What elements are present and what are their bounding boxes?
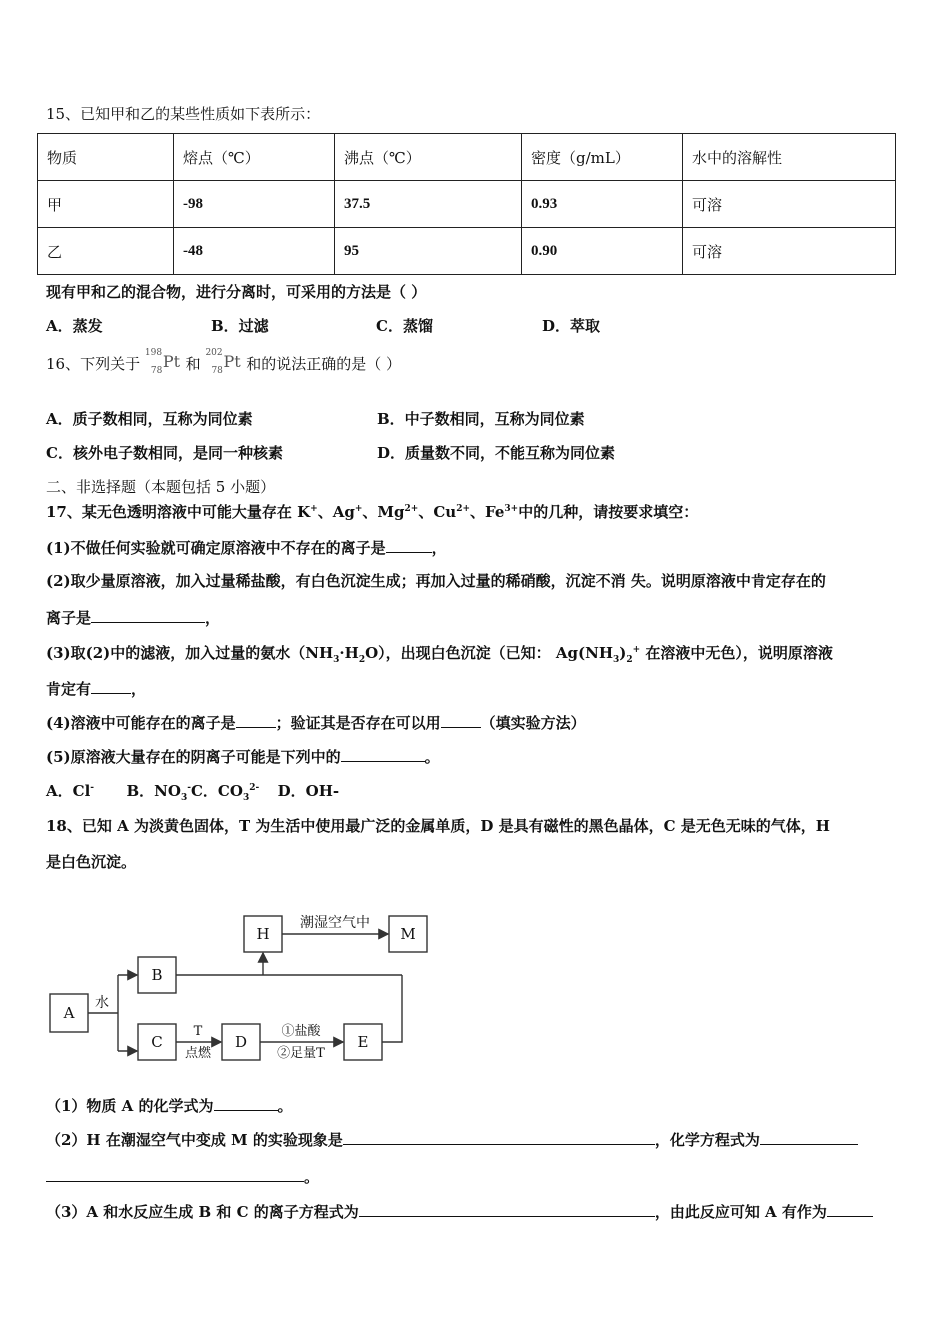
q15-option-c: C．蒸馏 — [376, 317, 433, 335]
q17-options — [46, 780, 339, 801]
table-header-cell: 物质 — [38, 134, 174, 181]
answer-blank[interactable] — [441, 713, 481, 728]
answer-blank[interactable] — [359, 1202, 655, 1217]
table-cell: 甲 — [38, 181, 174, 228]
table-row — [38, 181, 896, 228]
node-a: A — [63, 1004, 75, 1022]
ion-ag: Ag+ — [332, 503, 363, 521]
label-excess-t: ②足量T — [277, 1046, 325, 1061]
ion-mg: $Mg^{2+}$ — [377, 503, 419, 521]
node-h: H — [256, 925, 270, 943]
ion-cu: $Cu^{2+}$ — [433, 503, 471, 521]
table-cell: 乙 — [38, 228, 174, 275]
isotope-symbol: Pt — [223, 352, 241, 371]
q16-suffix: 和的说法正确的是（ ） — [246, 355, 402, 373]
label-ignite: 点燃 — [184, 1046, 212, 1061]
label-water: 水 — [95, 995, 109, 1011]
q18-sub2-cont: 。 — [46, 1166, 319, 1187]
q17-option-c: C．$CO_3^{2-}$ — [190, 782, 260, 803]
answer-blank[interactable] — [341, 747, 425, 762]
ion-fe: $Fe^{3+}$ — [485, 503, 519, 521]
q16-option-b: B．中子数相同，互称为同位素 — [377, 410, 585, 428]
isotope-atomic-number: 78 — [150, 366, 163, 376]
q15-option-a: A．蒸发 — [46, 317, 103, 335]
q17-part5: (5)原溶液大量存在的阴离子可能是下列中的 。 — [46, 748, 440, 766]
node-c: C — [151, 1033, 163, 1051]
answer-blank[interactable] — [91, 608, 205, 623]
table-row — [38, 228, 896, 275]
isotope-mass: 198 — [144, 348, 163, 358]
table-cell: -98 — [174, 181, 335, 228]
answer-blank[interactable] — [343, 1130, 655, 1145]
isotope-atomic-number: 78 — [211, 366, 223, 376]
q15-question: 现有甲和乙的混合物，进行分离时，可采用的方法是（ ） — [46, 283, 427, 301]
q17-stem-start: 17、某无色透明溶液中可能大量存在 — [46, 503, 298, 521]
table-header-cell: 沸点（℃） — [335, 134, 522, 181]
q18-stem-cont: 是白色沉淀。 — [46, 853, 137, 871]
answer-blank[interactable] — [236, 713, 276, 728]
q17-part3: (3)取(2)中的滤液，加入过量的氨水$(NH_3\cdot H_2O)$，出现白色沉淀（已知： $Ag(NH_3)_2^+$ 在溶液中无色），说明原溶液 — [46, 644, 833, 665]
q15-option-b: B．过滤 — [211, 317, 269, 335]
table-cell: 可溶 — [683, 181, 896, 228]
table-cell: 37.5 — [335, 181, 522, 228]
isotope-mass: 202 — [205, 348, 223, 358]
q17-part1: (1)不做任何实验就可确定原溶液中不存在的离子是 ， — [46, 539, 447, 557]
isotope-pt202 — [205, 348, 241, 378]
ion-k: K+ — [297, 503, 318, 521]
q16-option-c: C．核外电子数相同，是同一种核素 — [46, 444, 283, 462]
table-cell: 可溶 — [683, 228, 896, 275]
node-m: M — [400, 925, 416, 943]
q18-sub1: （1）物质 A 的化学式为 。 — [46, 1097, 293, 1115]
flow-line — [382, 975, 402, 1042]
q17-option-d: D．OH- — [277, 782, 340, 800]
answer-blank[interactable] — [91, 679, 131, 694]
table-header-row — [38, 134, 896, 181]
table-cell: -48 — [174, 228, 335, 275]
label-t: T — [193, 1024, 203, 1039]
node-e: E — [357, 1033, 369, 1051]
answer-blank[interactable] — [386, 538, 432, 553]
q16-option-a: A．质子数相同，互称为同位素 — [46, 410, 253, 428]
isotope-pt198 — [144, 348, 181, 378]
q17-part4: (4)溶液中可能存在的离子是 ；验证其是否存在可以用 （填实验方法） — [46, 714, 586, 732]
isotope-symbol: Pt — [162, 352, 181, 371]
q16-stem — [46, 348, 402, 378]
q17-part3-cont: 肯定有 ， — [46, 680, 147, 698]
label-humid-air: 潮湿空气中 — [300, 915, 370, 931]
q16-mid: 和 — [185, 355, 201, 373]
node-b: B — [151, 966, 163, 984]
q17-part2-cont: 离子是 ， — [46, 609, 221, 627]
q16-option-d: D．质量数不同，不能互称为同位素 — [377, 444, 616, 462]
q18-sub2: （2）H 在潮湿空气中变成 M 的实验现象是 ，化学方程式为 — [46, 1129, 858, 1150]
q16-prefix: 16、下列关于 — [46, 355, 141, 373]
reaction-flow-diagram — [46, 905, 466, 1075]
q17-stem: 17、某无色透明溶液中可能大量存在 K+、Ag+、$Mg^{2+}$、$Cu^{2+}$、$Fe^{3+}$中的几种，请按要求填空： — [46, 503, 699, 521]
section-heading: 二、非选择题（本题包括 5 小题） — [46, 478, 276, 496]
node-d: D — [234, 1033, 248, 1051]
q18-sub3: （3）A 和水反应生成 B 和 C 的离子方程式为 ，由此反应可知 A 有作为 — [46, 1201, 873, 1222]
q15-stem: 15、已知甲和乙的某些性质如下表所示： — [46, 105, 321, 123]
q17-option-b: B．$NO_3^-$ — [126, 782, 191, 803]
properties-table — [37, 133, 896, 275]
q17-option-a: A．Cl- — [46, 782, 95, 800]
q15-option-d: D．萃取 — [542, 317, 601, 335]
answer-blank[interactable] — [760, 1130, 858, 1145]
q17-stem-end: 中的几种，请按要求填空： — [518, 503, 699, 521]
table-cell: 0.93 — [522, 181, 683, 228]
q17-part2: (2)取少量原溶液，加入过量稀盐酸，有白色沉淀生成；再加入过量的稀硝酸，沉淀不消 失。说明原溶液中肯定存在的 — [46, 572, 826, 590]
table-header-cell: 水中的溶解性 — [683, 134, 896, 181]
table-cell: 95 — [335, 228, 522, 275]
q18-stem: 18、已知 A 为淡黄色固体，T 为生活中使用最广泛的金属单质，D 是具有磁性的黑色晶体，C 是无色无味的气体，H — [46, 817, 830, 835]
answer-blank[interactable] — [827, 1202, 873, 1217]
table-header-cell: 熔点（℃） — [174, 134, 335, 181]
table-header-cell: 密度（g/mL） — [522, 134, 683, 181]
answer-blank[interactable] — [46, 1167, 304, 1182]
answer-blank[interactable] — [214, 1096, 278, 1111]
label-hcl: ①盐酸 — [281, 1024, 321, 1039]
table-cell: 0.90 — [522, 228, 683, 275]
